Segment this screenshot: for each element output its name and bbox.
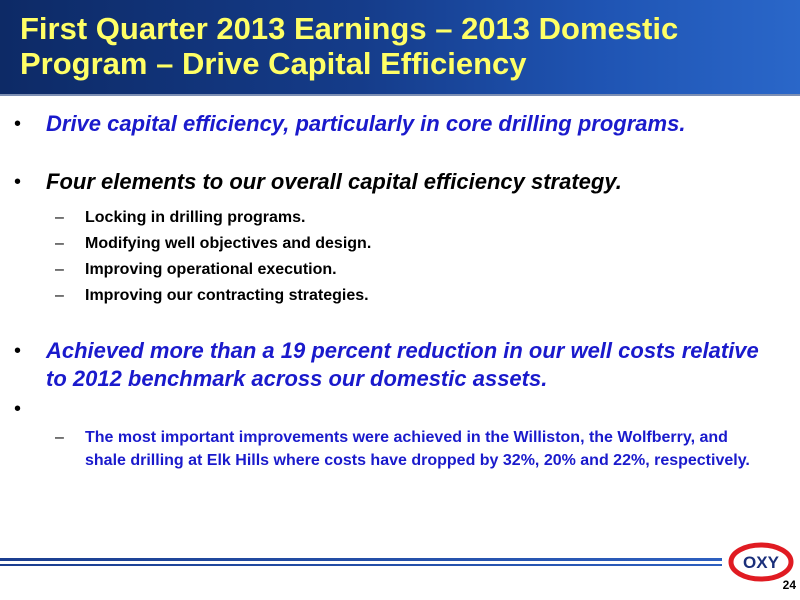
bullet-marker: • bbox=[14, 340, 22, 362]
slide-header bbox=[0, 0, 800, 96]
sub-bullet-text: Improving operational execution. bbox=[85, 261, 337, 278]
sub-bullet-text: Modifying well objectives and design. bbox=[85, 235, 372, 252]
slide-title: First Quarter 2013 Earnings – 2013 Domestic Program – Drive Capital Efficiency bbox=[20, 11, 679, 81]
sub-bullet-text: Improving our contracting strategies. bbox=[85, 287, 369, 304]
sub-bullet-marker: – bbox=[55, 261, 64, 278]
slide-content bbox=[0, 96, 800, 556]
sub-bullet-marker: – bbox=[55, 287, 64, 304]
page-number: 24 bbox=[782, 578, 796, 592]
footer-line-bottom bbox=[0, 564, 722, 566]
sub-bullet-marker: – bbox=[55, 429, 64, 446]
sub-bullet-marker: – bbox=[55, 209, 64, 226]
bullet-marker: • bbox=[14, 113, 22, 135]
bullet-text: Achieved more than a 19 percent reduction in our well costs relative to 2012 benchmark across our domestic assets. bbox=[46, 338, 759, 391]
oxy-logo-icon bbox=[728, 541, 794, 583]
logo-text: OXY bbox=[743, 553, 779, 572]
bullet-text: Drive capital efficiency, particularly in core drilling programs. bbox=[46, 111, 686, 136]
footer-divider bbox=[0, 558, 722, 570]
sub-bullet-text: The most important improvements were achieved in the Williston, the Wolfberry, and shale drilling at Elk Hills where costs have dropped by 32%, 20% and 22%, respectively. bbox=[85, 429, 750, 469]
sub-bullet-marker: – bbox=[55, 235, 64, 252]
footer-line-top bbox=[0, 558, 722, 561]
bullet-marker: • bbox=[14, 398, 22, 420]
bullet-text: Four elements to our overall capital efficiency strategy. bbox=[46, 169, 622, 194]
bullet-marker: • bbox=[14, 171, 22, 193]
sub-bullet-text: Locking in drilling programs. bbox=[85, 209, 306, 226]
